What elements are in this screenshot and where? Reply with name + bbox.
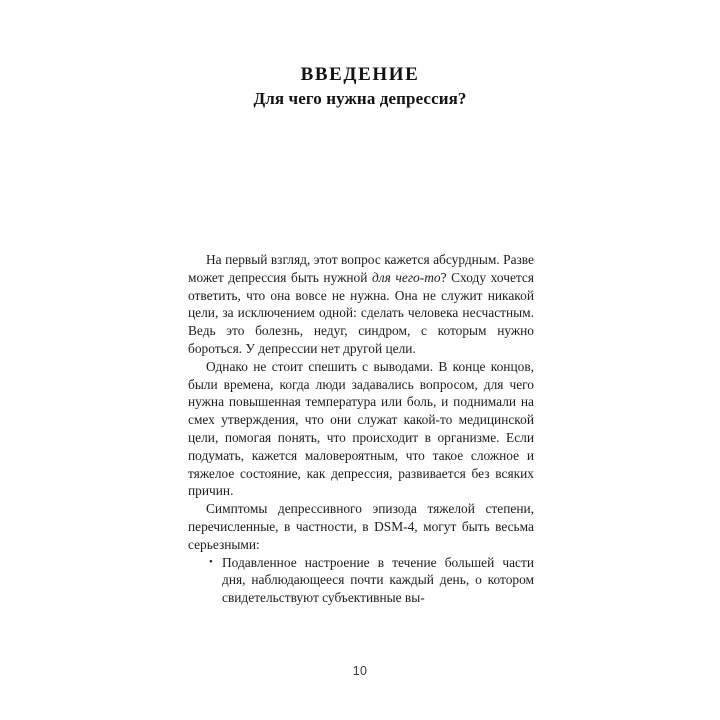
bullet-point-icon: • <box>209 555 213 568</box>
paragraph-3 <box>188 500 534 553</box>
paragraph-2-segment-1: Однако не стоит спешить с выводами. В конце концов, были времена, когда люди задавались вопросом, для чего нужна повышенная температура или боль, и поднимали на смех утверждения, что они служат какой-то медицинской цели, помогая понять, что происходит в организме. Если подумать, кажется маловероятным, что такое сложное и тяжелое состояние, как депрессия, развивается без всяких причин. <box>188 358 534 499</box>
paragraph-1-segment-3: ? Сходу хочется ответить, что она вовсе не нужна. Она не служит никакой цели, за исключением одной: сделать человека несчастным. Ведь это болезнь, недуг, синдром, с которым нужно бороться. У депрессии нет другой цели. <box>188 269 535 356</box>
paragraph-1 <box>188 251 534 358</box>
paragraph-1-segment-2-italic: для чего-то <box>372 269 441 285</box>
symptom-list <box>188 554 534 607</box>
body-text-column <box>188 251 534 607</box>
paragraph-3-segment-1: Симптомы депрессивного эпизода тяжелой степени, перечисленные, в частности, в DSM-4, могут быть весьма серьезными: <box>188 501 534 552</box>
list-item <box>188 554 534 607</box>
page-number: 10 <box>352 664 368 678</box>
chapter-title: ВВЕДЕНИЕ <box>300 64 420 85</box>
list-item-text: Подавленное настроение в течение большей части дня, наблюдающееся почти каждый день, о котором свидетельствуют субъективные вы- <box>222 554 534 606</box>
paragraph-1-segment-1: На первый взгляд, этот вопрос кажется абсурдным. Разве может депрессия быть нужной <box>188 252 534 285</box>
chapter-subtitle: Для чего нужна депрессия? <box>253 89 467 108</box>
paragraph-2 <box>188 358 534 500</box>
chapter-heading <box>0 64 720 110</box>
